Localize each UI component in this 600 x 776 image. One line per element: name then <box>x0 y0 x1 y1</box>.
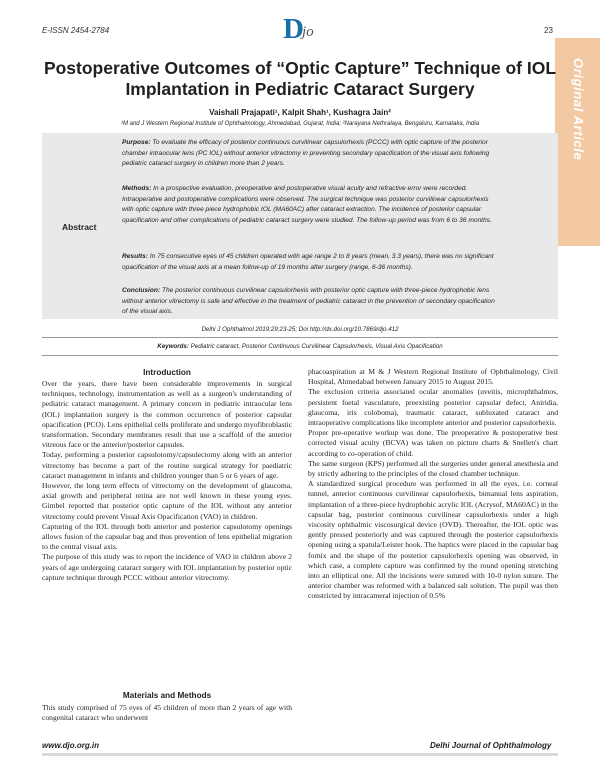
paragraph: This study comprised of 75 eyes of 45 children of more than 2 years of age with congenital cataract who underwent <box>42 703 292 723</box>
footer-url[interactable]: www.djo.org.in <box>42 741 100 750</box>
logo-letters-jo: jo <box>302 24 314 40</box>
abstract-conclusion <box>122 286 498 318</box>
logo-letter-d: D <box>283 13 304 45</box>
keywords-text: Pediatric cataract, Posterior Continuous Curvilinear Capsulorhexis, Visual Axis Opacification <box>190 343 443 350</box>
right-column-body <box>308 367 558 602</box>
affiliations: ¹M and J Western Regional Institute of Ophthalmology, Ahmedabad, Gujarat, India; ²Narayana Nethralaya, Bengaluru, Karnataka, India <box>120 121 480 127</box>
paragraph: Over the years, there have been considerable improvements in surgical techniques, technology, instrumentation as well as a surgeon's understanding of pediatric cataract management. A primary concern in pediatric intraocular lens (IOL) implantation surgery is the common occurrence of posterior capsular opacification (PCO). Lens epithelial cells proliferate and undergo myofibroblastic transformation. Secondary membranes result that use a scaffold of the anterior vitreous face or the anterior/posterior capsules. <box>42 379 292 450</box>
keywords <box>40 343 560 350</box>
paragraph: However, the long term effects of vitrectomy on the development of glaucoma, axial growth and peripheral retina are not well known in these young eyes. Gimbel reported that posterior optic capture of the IOL without any anterior vitrectomy could prevent Visual Axis Opacification (VAO) in children. <box>42 481 292 521</box>
methods-body <box>42 703 292 723</box>
divider <box>42 337 558 338</box>
results-text: In 75 consecutive eyes of 45 children operated with age range 2 to 8 years (mean, 3.3 years), there was no significant opacification of the visual axis at a mean follow-up of 19 months after surgery (range, 6-36 months). <box>122 253 494 271</box>
paragraph: phacoaspiration at M & J Western Regional Institute of Ophthalmology, Civil Hospital, Ahmedabad between January 2015 to August 2015. <box>308 367 558 387</box>
abstract-purpose <box>122 138 498 170</box>
paragraph: Today, performing a posterior capsulotomy/capsulectomy along with an anterior vitrectomy has become a part of the routine surgical strategy for paediatric cataract management in infants and children younger than 5 or 6 years of age. <box>42 450 292 480</box>
paragraph: Capturing of the IOL through both anterior and posterior capsulotomy openings allows fusion of the capsular bag and thus prevention of lens epithelial migration to the central visual axis. <box>42 521 292 552</box>
page-number: 23 <box>544 26 553 35</box>
methods-heading: Materials and Methods <box>122 691 212 700</box>
purpose-text: To evaluate the efficacy of posterior continuous curvilinear capsulorhexis (PCCC) with optic capture of the posterior chamber intraocular lens (PC IOL) without anterior vitrectomy in preventing secondary opacification of the visual axis following pediatric cataract surgery in children more than 2 years. <box>122 139 490 168</box>
introduction-body <box>42 379 292 583</box>
paragraph: The purpose of this study was to report the incidence of VAO in children above 2 years of age undergoing cataract surgery with IOL implantation by posterior optic capture technique through PCCC without anterior vitrectomy. <box>42 552 292 582</box>
purpose-label: Purpose: <box>122 139 151 146</box>
paragraph: The same surgeon (KPS) performed all the surgeries under general anesthesia and by strictly adhering to the principles of the closed chamber technique. <box>308 458 558 479</box>
results-label: Results: <box>122 253 149 260</box>
footer-journal-name: Delhi Journal of Ophthalmology <box>430 741 552 750</box>
paragraph: Proper pre-operative workup was done. The preoperative & postoperative best corrected visual acuity (BCVA) was taken on picture charts & Snellen's chart according to co-operation of child. <box>308 428 558 458</box>
authors: Vaishali Prajapati¹, Kalpit Shah¹, Kushagra Jain² <box>209 108 391 117</box>
article-title: Postoperative Outcomes of “Optic Capture” Technique of IOL Implantation in Pediatric Cataract Surgery <box>43 58 557 99</box>
article-type-label: Original Article <box>571 58 586 161</box>
journal-logo <box>283 13 327 45</box>
abstract-label: Abstract <box>62 222 97 232</box>
divider <box>42 355 558 356</box>
footer-bar <box>42 753 558 756</box>
conclusion-text: The posterior continuous curvilinear capsulorhexis with posterior optic capture with three-piece hydrophobic lens without anterior vitrectomy is safe and effective in the treatment of pediatric cataract in the prevention of secondary opacification of the visual axis. <box>122 287 495 316</box>
methods-label: Methods: <box>122 185 152 192</box>
methods-text: In a prospective evaluation, preoperative and postoperative visual acuity and refractive error were recorded. Intraoperative and postoperative complications were observed. The surgical technique was posterior curvilinear capsulorhexis with optic capture with three piece hydrophobic IOL (MA60AC) after cataract extraction. The incidence of posterior capsular opacification and other complications of pediatric cataract surgery were studied. The follow-up period was from 6 to 36 months. <box>122 185 492 225</box>
abstract-methods <box>122 184 498 227</box>
issn: E-ISSN 2454-2784 <box>42 26 110 35</box>
keywords-label: Keywords: <box>157 343 189 350</box>
paragraph: The exclusion criteria associated ocular anomalies (uveitis, microphthalmos, persistent foetal vasculature, preexisting posterior capsular defect, Aniridia, glaucoma, iris coloboma), traumatic cataract, subluxated cataract and intraoperative complications like incomplete anterior and posterior capsulorhexis. <box>308 387 558 428</box>
abstract-results <box>122 252 498 273</box>
citation: Delhi J Ophthalmol 2019;29;23-25; Doi http://dx.doi.org/10.7869/djo.412 <box>201 326 399 333</box>
conclusion-label: Conclusion: <box>122 287 161 294</box>
paragraph: A standardized surgical procedure was performed in all the eyes, i.e. corneal tunnel, anterior continuous curvilinear capsulorhexis, bimanual lens aspiration, implantation of a three-piece hydrophobic acrylic IOL (Acrysof, MA60AC) in the capsular bag, posterior continuous curvilinear capsulorhexis under a high viscosity ophthalmic viscosurgical device (OVD). Thereafter, the IOL optic was gently pressed posteriorly and was captured through the posterior capsulorhexis opening using a spatula/Leister hook. The haptics were placed in the capsular bag fornix and the shape of the posterior capsulorhexis opening was observed, in which case, a complete capture was confirmed by the round opening stretching into an elliptical one. All the incisions were sutured with 10-0 nylon suture. The anterior chamber was reformed with a balanced salt solution. The pupil was then constricted by intracameral injection of 0.5% <box>308 479 558 601</box>
introduction-heading: Introduction <box>143 368 191 377</box>
